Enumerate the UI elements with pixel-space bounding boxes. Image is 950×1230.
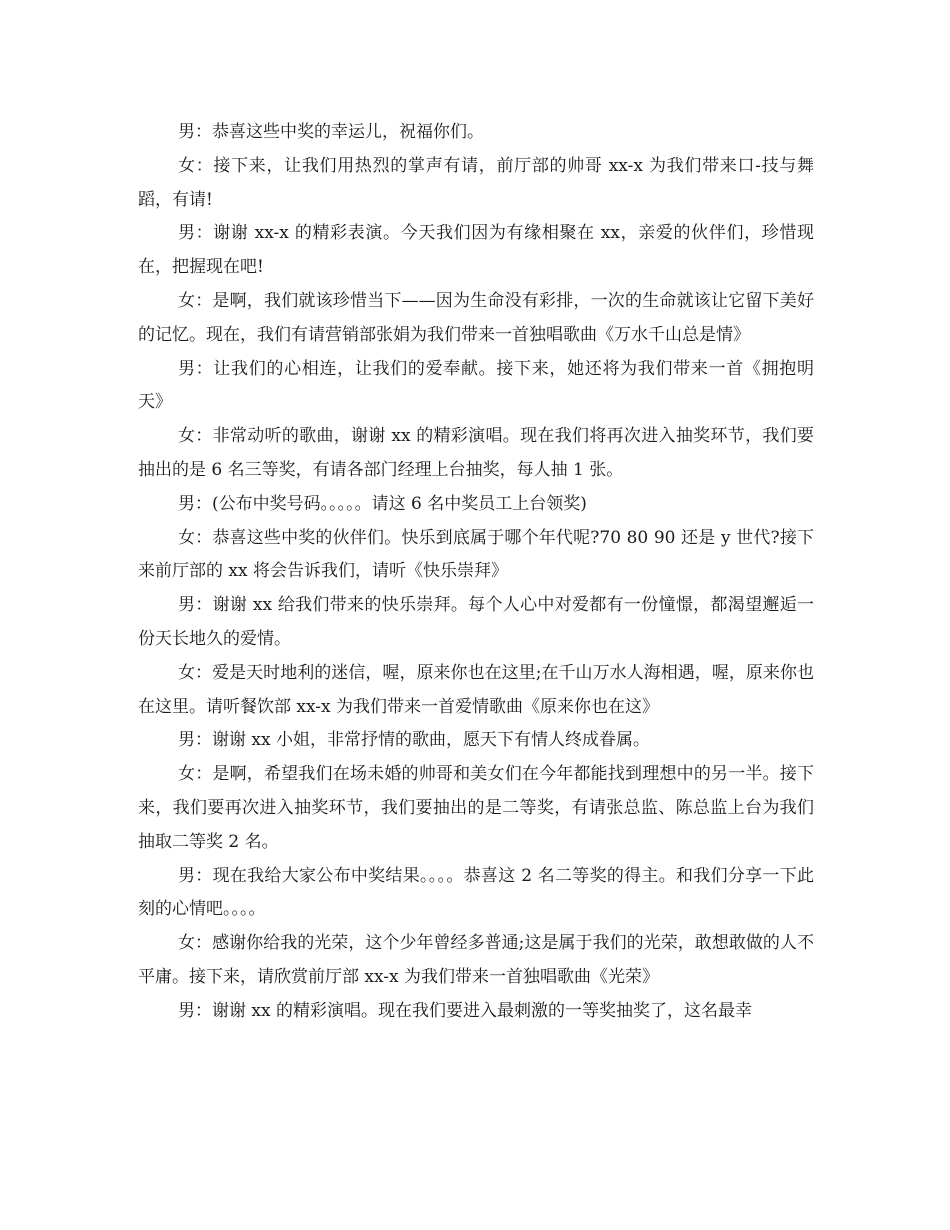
paragraph: 男：谢谢 xx 的精彩演唱。现在我们要进入最刺激的一等奖抽奖了，这名最幸 (178, 1000, 752, 1021)
paragraph: 男：谢谢 xx-x 的精彩表演。今天我们因为有缘相聚在 xx，亲爱的伙伴们，珍惜现在，把握现在吧! (138, 223, 814, 278)
paragraph: 男：恭喜这些中奖的幸运儿，祝福你们。 (178, 122, 484, 142)
paragraph: 男：(公布中奖号码。。。。。请这 6 名中奖员工上台领奖) (178, 493, 587, 514)
paragraph: 女：非常动听的歌曲，谢谢 xx 的精彩演唱。现在我们将再次进入抽奖环节，我们要抽出的是 6 名三等奖，有请各部门经理上台抽奖，每人抽 1 张。 (138, 426, 814, 480)
paragraph: 女：感谢你给我的光荣，这个少年曾经多普通;这是属于我们的光荣，敢想敢做的人不平庸。接下来，请欣赏前厅部 xx-x 为我们带来一首独唱歌曲《光荣》 (138, 933, 814, 987)
document-body (138, 116, 814, 1029)
paragraph: 女：爱是天时地利的迷信，喔，原来你也在这里;在千山万水人海相遇，喔，原来你也在这里。请听餐饮部 xx-x 为我们带来一首爱情歌曲《原来你也在这》 (138, 662, 814, 717)
paragraph: 男：谢谢 xx 小姐，非常抒情的歌曲，愿天下有情人终成眷属。 (178, 730, 650, 751)
paragraph: 男：让我们的心相连，让我们的爱奉献。接下来，她还将为我们带来一首《拥抱明天》 (138, 358, 814, 413)
paragraph: 女：接下来，让我们用热烈的掌声有请，前厅部的帅哥 xx-x 为我们带来口-技与舞蹈，有请! (138, 155, 814, 210)
paragraph: 男：谢谢 xx 给我们带来的快乐崇拜。每个人心中对爱都有一份憧憬，都渴望邂逅一份天长地久的爱情。 (138, 595, 814, 649)
paragraph: 女：是啊，我们就该珍惜当下——因为生命没有彩排，一次的生命就该让它留下美好的记忆。现在，我们有请营销部张娟为我们带来一首独唱歌曲《万水千山总是情》 (138, 290, 814, 345)
paragraph: 男：现在我给大家公布中奖结果。。。。恭喜这 2 名二等奖的得主。和我们分享一下此刻的心情吧。。。。 (138, 865, 814, 920)
paragraph: 女：是啊，希望我们在场未婚的帅哥和美女们在今年都能找到理想中的另一半。接下来，我们要再次进入抽奖环节，我们要抽出的是二等奖，有请张总监、陈总监上台为我们抽取二等奖 2 名。 (138, 764, 814, 852)
paragraph: 女：恭喜这些中奖的伙伴们。快乐到底属于哪个年代呢?70 80 90 还是 y 世代?接下来前厅部的 xx 将会告诉我们，请听《快乐崇拜》 (138, 527, 814, 582)
